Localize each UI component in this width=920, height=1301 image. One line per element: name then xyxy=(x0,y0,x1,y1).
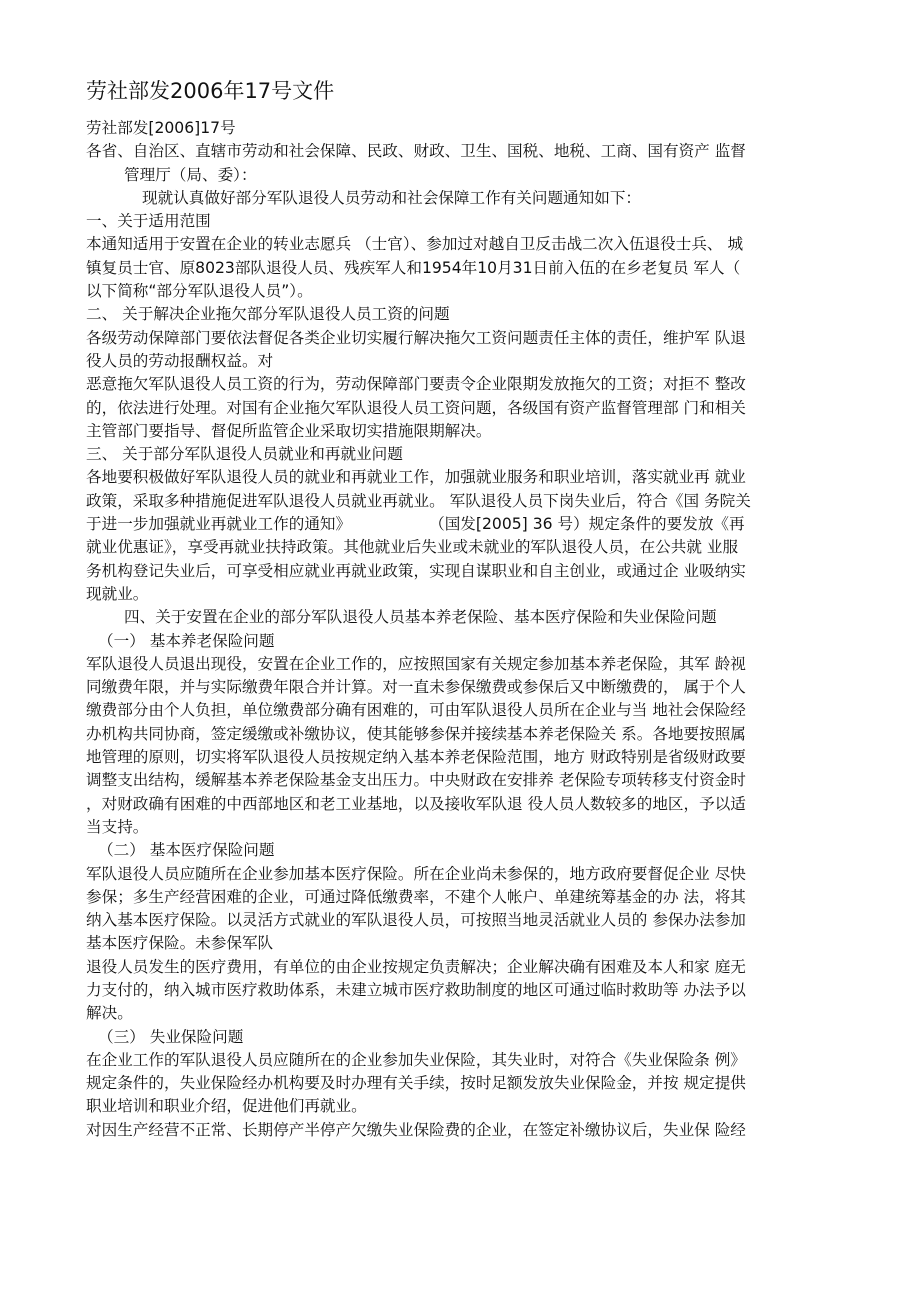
paragraph-line: 役人员的劳动报酬权益。对 xyxy=(86,351,274,370)
paragraph-line: 地管理的原则，切实将军队退役人员按规定纳入基本养老保险范围，地方 财政特别是省级财政要 xyxy=(86,748,746,767)
paragraph-line: 各地要积极做好军队退役人员的就业和再就业工作，加强就业服务和职业培训，落实就业再 就业 xyxy=(86,468,746,487)
section-heading: 一、关于适用范围 xyxy=(86,212,211,231)
paragraph-line: 同缴费年限，并与实际缴费年限合并计算。对一直未参保缴费或参保后又中断缴费的， 属于个人 xyxy=(86,678,746,697)
paragraph-line: 在企业工作的军队退役人员应随所在的企业参加失业保险，其失业时，对符合《失业保险条 例》 xyxy=(86,1050,746,1069)
paragraph-line: 恶意拖欠军队退役人员工资的行为，劳动保障部门要责令企业限期发放拖欠的工资；对拒不 整改 xyxy=(86,375,746,394)
section-heading: 四、关于安置在企业的部分军队退役人员基本养老保险、基本医疗保险和失业保险问题 xyxy=(124,608,717,627)
section-heading: 三、 关于部分军队退役人员就业和再就业问题 xyxy=(86,445,403,464)
paragraph-line: 纳入基本医疗保险。以灵活方式就业的军队退役人员，可按照当地灵活就业人员的 参保办法参加 xyxy=(86,911,746,930)
paragraph-line: 主管部门要指导、督促所监管企业采取切实措施限期解决。 xyxy=(86,421,492,440)
section-heading: 二、 关于解决企业拖欠部分军队退役人员工资的问题 xyxy=(86,305,450,324)
paragraph-line: 规定条件的，失业保险经办机构要及时办理有关手续，按时足额发放失业保险金，并按 规定提供 xyxy=(86,1074,746,1093)
paragraph-line: 的，依法进行处理。对国有企业拖欠军队退役人员工资问题，各级国有资产监督管理部 门和相关 xyxy=(86,398,746,417)
paragraph-line: 就业优惠证》，享受再就业扶持政策。其他就业后失业或未就业的军队退役人员，在公共就 业服 xyxy=(86,538,739,557)
paragraph-line: 各级劳动保障部门要依法督促各类企业切实履行解决拖欠工资问题责任主体的责任，维护军 队退 xyxy=(86,328,746,347)
paragraph-line: 军队退役人员应随所在企业参加基本医疗保险。所在企业尚未参保的，地方政府要督促企业 尽快 xyxy=(86,864,746,883)
addressee-line: 管理厅（局、委）： xyxy=(124,165,257,184)
paragraph-line: 以下简称“部分军队退役人员”）。 xyxy=(86,282,313,301)
paragraph-line: ，对财政确有困难的中西部地区和老工业基地，以及接收军队退 役人员人数较多的地区，予以适 xyxy=(86,794,746,813)
paragraph-line: 务机构登记失业后，可享受相应就业再就业政策，实现自谋职业和自主创业，或通过企 业吸纳实 xyxy=(86,561,746,580)
paragraph-line: 对因生产经营不正常、长期停产半停产欠缴失业保险费的企业，在签定补缴协议后，失业保 险经 xyxy=(86,1120,746,1139)
document-title: 劳社部发2006年17号文件 xyxy=(86,79,335,103)
paragraph-line: 参保；多生产经营困难的企业，可通过降低缴费率，不建个人帐户、单建统筹基金的办 法，将其 xyxy=(86,887,746,906)
paragraph-line xyxy=(86,513,826,536)
paragraph-line: 本通知适用于安置在企业的转业志愿兵 （士官）、参加过对越自卫反击战二次入伍退役士兵、 城 xyxy=(86,235,744,254)
addressee-line: 各省、自治区、直辖市劳动和社会保障、民政、财政、卫生、国税、地税、工商、国有资产 监督 xyxy=(86,142,746,161)
intro-paragraph: 现就认真做好部分军队退役人员劳动和社会保障工作有关问题通知如下： xyxy=(142,188,642,207)
paragraph-line: 基本医疗保险。未参保军队 xyxy=(86,934,274,953)
paragraph-line: 军队退役人员退出现役，安置在企业工作的，应按照国家有关规定参加基本养老保险，其军 龄视 xyxy=(86,654,746,673)
paragraph-line: 退役人员发生的医疗费用，有单位的由企业按规定负责解决；企业解决确有困难及本人和家 庭无 xyxy=(86,957,746,976)
paragraph-line: 调整支出结构，缓解基本养老保险基金支出压力。中央财政在安排养 老保险专项转移支付资金时 xyxy=(86,771,746,790)
subsection-heading: （二） 基本医疗保险问题 xyxy=(98,841,275,860)
paragraph-line: 解决。 xyxy=(86,1004,133,1023)
doc-number: 劳社部发[2006]17号 xyxy=(86,119,236,137)
paragraph-line: 政策，采取多种措施促进军队退役人员就业再就业。 军队退役人员下岗失业后，符合《国 务院关 xyxy=(86,491,751,510)
paragraph-line: 现就业。 xyxy=(86,584,149,603)
paragraph-line: 力支付的，纳入城市医疗救助体系，未建立城市医疗救助制度的地区可通过临时救助等 办法予以 xyxy=(86,980,746,999)
document-body xyxy=(86,117,826,1142)
paragraph-line: 缴费部分由个人负担，单位缴费部分确有困难的，可由军队退役人员所在企业与当 地社会保险经 xyxy=(86,701,746,720)
paragraph-line: 镇复员士官、原8023部队退役人员、残疾军人和1954年10月31日前入伍的在乡老复员 军人（ xyxy=(86,258,741,277)
paragraph-fragment: 于进一步加强就业再就业工作的通知》 xyxy=(86,515,352,534)
subsection-heading: （一） 基本养老保险问题 xyxy=(98,631,275,650)
paragraph-line: 办机构共同协商，签定缓缴或补缴协议，使其能够参保并接续基本养老保险关 系。各地要按照属 xyxy=(86,724,746,743)
paragraph-line: 职业培训和职业介绍，促进他们再就业。 xyxy=(86,1097,367,1116)
paragraph-fragment: （国发[2005] 36 号）规定条件的要发放《再 xyxy=(429,515,745,534)
paragraph-line: 当支持。 xyxy=(86,817,149,836)
subsection-heading: （三） 失业保险问题 xyxy=(98,1027,244,1046)
